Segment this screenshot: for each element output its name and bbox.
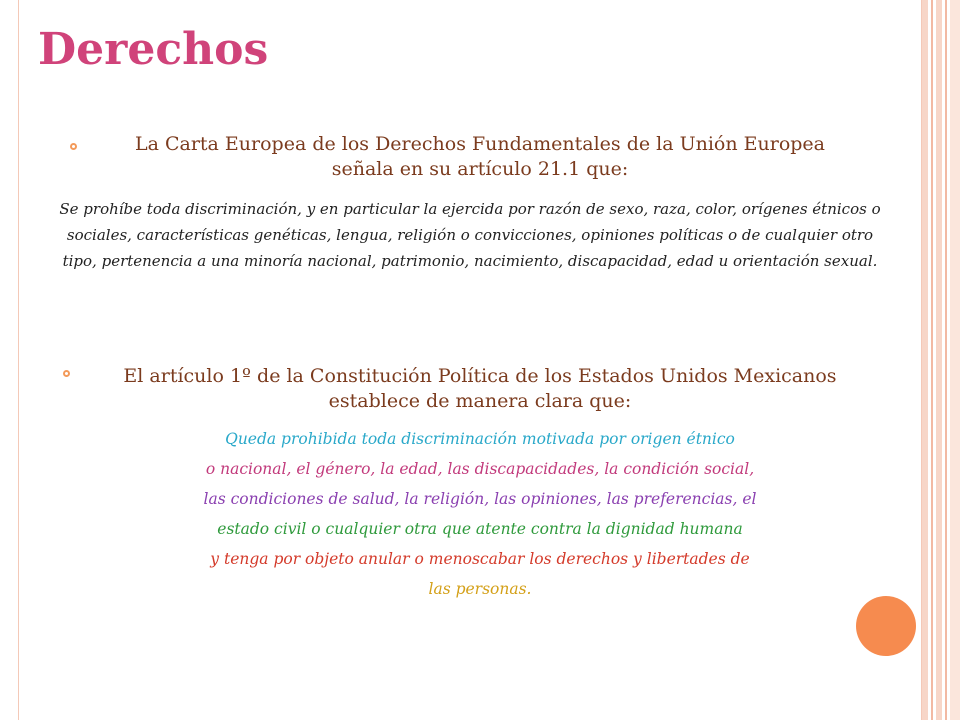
- bullet-text-line: El artículo 1º de la Constitución Política de los Estados Unidos Mexicanos: [123, 365, 837, 387]
- bullet-text-line: establece de manera clara que:: [328, 390, 632, 412]
- quote-european-charter: Se prohíbe toda discriminación, y en particular la ejercida por razón de sexo, raza, color, orígenes étnicos o sociales, características genéticas, lengua, religión o convicciones, opiniones políticas o de cualquier otro tipo, pertenencia a una minoría nacional, patrimonio, nacimiento, discapacidad, edad u orientación sexual.: [59, 200, 881, 270]
- decorative-stripe: [936, 0, 942, 720]
- quote-line: Queda prohibida toda discriminación motivada por origen étnico: [225, 430, 735, 448]
- quote-line: o nacional, el género, la edad, las discapacidades, la condición social,: [205, 460, 755, 478]
- decorative-stripe: [950, 0, 960, 720]
- decorative-stripe: [945, 0, 947, 720]
- quote-mexican-constitution: [100, 424, 860, 604]
- bullet-european-charter: [60, 132, 900, 182]
- decorative-stripe: [922, 0, 928, 720]
- slide-frame: [18, 0, 922, 720]
- quote-line: las personas.: [428, 580, 532, 598]
- quote-line: las condiciones de salud, la religión, las opiniones, las preferencias, el: [203, 490, 757, 508]
- slide-title: Derechos: [38, 24, 269, 75]
- decorative-stripe: [931, 0, 933, 720]
- quote-line: estado civil o cualquier otra que atente contra la dignidad humana: [217, 520, 743, 538]
- bullet-text-line: señala en su artículo 21.1 que:: [331, 158, 629, 180]
- bullet-text-line: La Carta Europea de los Derechos Fundamentales de la Unión Europea: [134, 133, 825, 155]
- quote-line: y tenga por objeto anular o menoscabar los derechos y libertades de: [210, 550, 750, 568]
- bullet-mexican-constitution: [60, 364, 900, 414]
- decorative-orange-circle: [856, 596, 916, 656]
